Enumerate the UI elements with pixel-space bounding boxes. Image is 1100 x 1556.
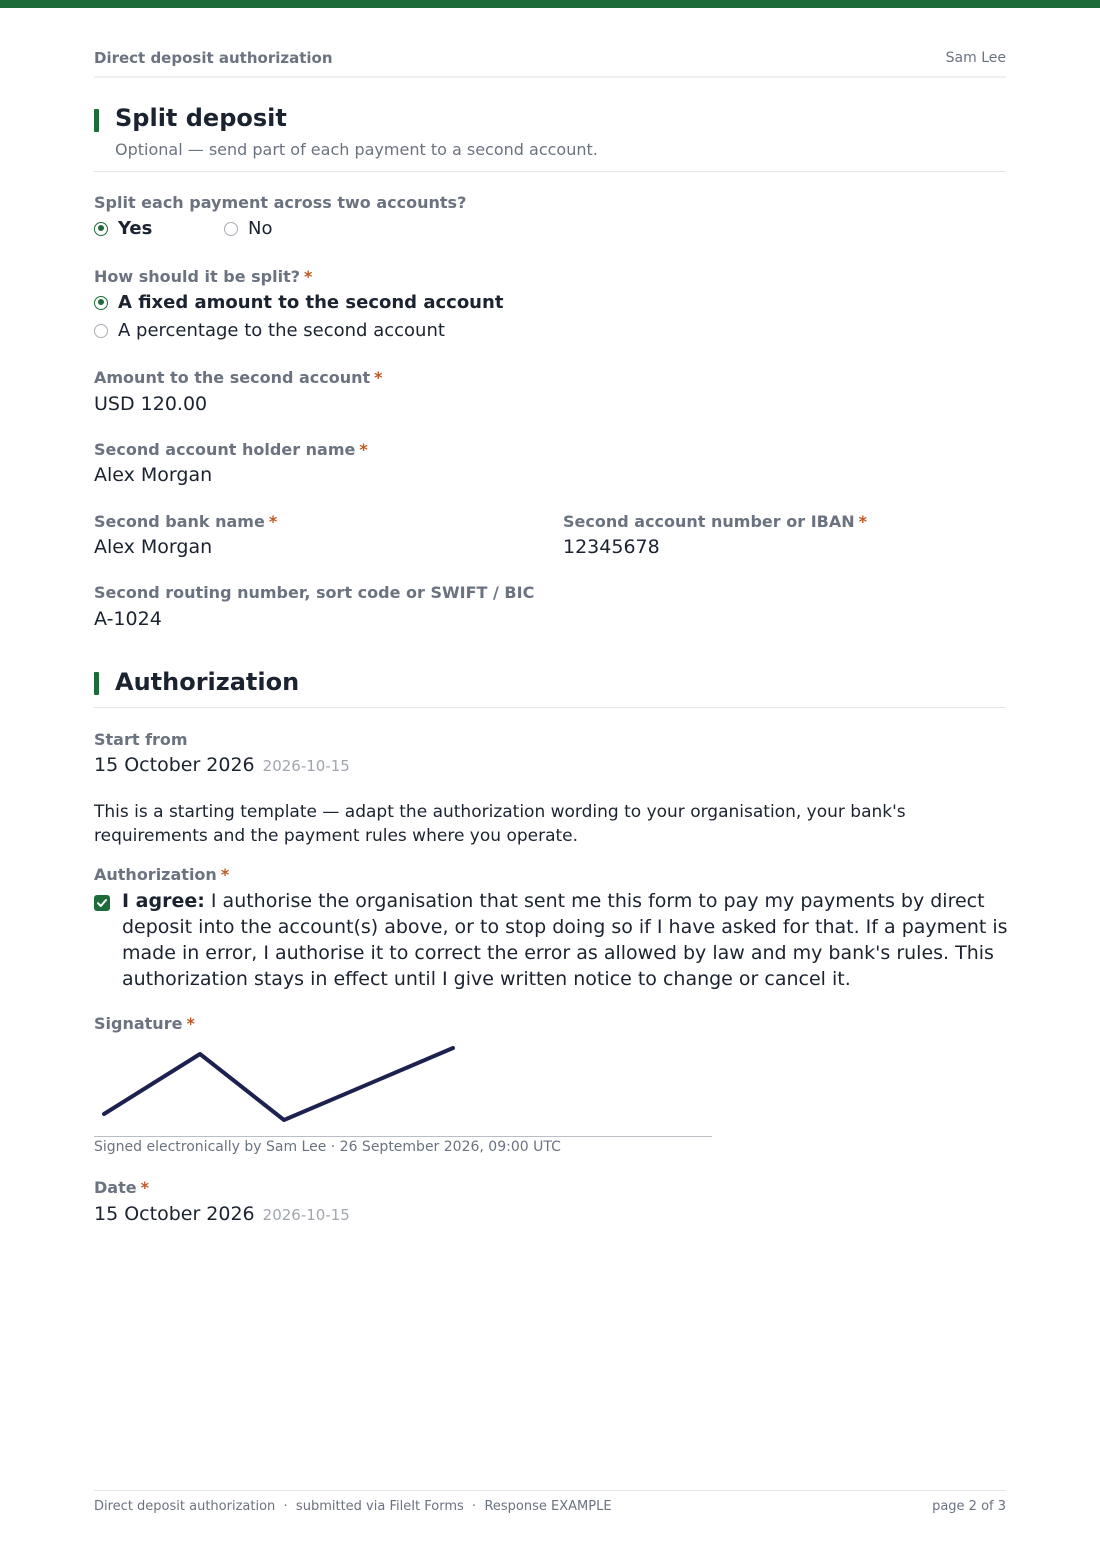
date-value: 15 October 2026 2026-10-15: [94, 1203, 350, 1225]
radio-label: A fixed amount to the second account: [118, 292, 504, 313]
required-mark: *: [304, 267, 313, 286]
required-mark: *: [140, 1178, 149, 1197]
amount-value: USD 120.00: [94, 393, 208, 415]
authorization-label: Authorization *: [94, 865, 230, 884]
split-method-label: How should it be split? *: [94, 267, 313, 286]
agree-statement: [122, 888, 1012, 992]
iso-date: 2026-10-15: [262, 1206, 350, 1224]
date-label: Date *: [94, 1178, 149, 1197]
account-number-value: 12345678: [563, 536, 660, 558]
form-title: Direct deposit authorization: [94, 49, 333, 67]
signature-caption: Signed electronically by Sam Lee · 26 September 2026, 09:00 UTC: [94, 1139, 561, 1155]
section-subtitle: Optional — send part of each payment to a second account.: [115, 140, 598, 159]
start-from-value: 15 October 2026 2026-10-15: [94, 754, 350, 776]
radio-unselected-icon: [224, 222, 238, 236]
section-title: Split deposit: [115, 104, 287, 132]
bank-name-label: Second bank name *: [94, 512, 278, 531]
agree-lead: I agree:: [122, 890, 205, 912]
checkmark-icon: [96, 897, 108, 909]
account-number-label: Second account number or IBAN *: [563, 512, 867, 531]
footer-info: Direct deposit authorization · submitted via FileIt Forms · Response EXAMPLE: [94, 1499, 612, 1514]
split-question-label: Split each payment across two accounts?: [94, 193, 467, 212]
top-accent-bar: [0, 0, 1100, 8]
radio-selected-icon: [94, 222, 108, 236]
required-mark: *: [186, 1014, 195, 1033]
page-footer: [94, 1490, 1006, 1514]
holder-name-value: Alex Morgan: [94, 464, 213, 486]
page-number: page 2 of 3: [932, 1499, 1006, 1514]
split-percentage-radio[interactable]: [94, 320, 445, 341]
agree-checkbox[interactable]: [94, 895, 110, 911]
radio-unselected-icon: [94, 324, 108, 338]
section-accent-bar: [94, 109, 99, 132]
signature-drawing: [94, 1040, 712, 1136]
user-name: Sam Lee: [945, 50, 1006, 66]
holder-name-label: Second account holder name *: [94, 440, 368, 459]
split-fixed-amount-radio[interactable]: [94, 292, 503, 313]
bank-name-value: Alex Morgan: [94, 536, 213, 558]
page-header: [94, 48, 1006, 78]
radio-label: No: [248, 218, 273, 239]
routing-value: A-1024: [94, 608, 162, 630]
split-no-radio[interactable]: [224, 218, 272, 239]
signature-label: Signature *: [94, 1014, 195, 1033]
split-deposit-section-header: [94, 104, 1006, 172]
radio-label: Yes: [118, 218, 153, 239]
agree-text: I authorise the organisation that sent me this form to pay my payments by direct deposit into the account(s) above, or to stop doing so if I have asked for that. If a payment is made in error, I authorise it to correct the error as allowed by law and my bank's rules. This authorization stays in effect until I give written notice to change or cancel it.: [122, 890, 1008, 990]
template-note: This is a starting template — adapt the authorization wording to your organisation, your bank's requirements and the payment rules where you operate.: [94, 802, 906, 846]
required-mark: *: [220, 865, 230, 884]
iso-date: 2026-10-15: [262, 757, 350, 775]
routing-label: Second routing number, sort code or SWIFT / BIC: [94, 583, 535, 602]
signature-pad[interactable]: [94, 1040, 712, 1137]
start-from-label: Start from: [94, 730, 188, 749]
radio-label: A percentage to the second account: [118, 320, 445, 341]
required-mark: *: [374, 368, 383, 387]
section-title: Authorization: [115, 668, 300, 696]
radio-selected-icon: [94, 296, 108, 310]
required-mark: *: [858, 512, 867, 531]
required-mark: *: [359, 440, 368, 459]
amount-label: Amount to the second account *: [94, 368, 383, 387]
authorization-section-header: [94, 668, 1006, 708]
section-accent-bar: [94, 672, 99, 695]
required-mark: *: [268, 512, 278, 531]
split-yes-radio[interactable]: [94, 218, 152, 239]
